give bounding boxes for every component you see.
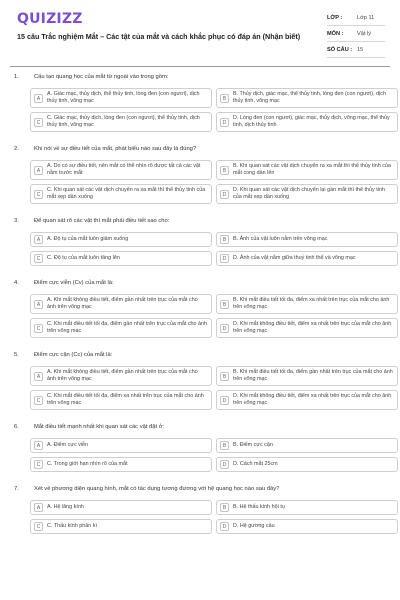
answer-option-d[interactable]	[216, 457, 398, 472]
question-number: 7.	[14, 486, 19, 492]
question-block	[0, 486, 400, 538]
meta-count-label: SỐ CÂU :	[327, 46, 353, 53]
answer-option-a[interactable]	[30, 294, 212, 314]
option-text: A. Do có sự điều tiết, nên mắt có thể nhìn rõ được tất cả các vật nằm trước mắt	[47, 163, 201, 176]
answer-option-b[interactable]	[216, 232, 398, 247]
option-text: B. Khi quan sát các vật dịch chuyển ra xa mắt thì thể thủy tinh của mắt cong dần lên	[233, 163, 391, 176]
answer-options	[0, 500, 400, 538]
question-block	[0, 280, 400, 342]
question-block	[0, 218, 400, 270]
question-header	[0, 74, 400, 88]
answer-option-c[interactable]	[30, 184, 212, 204]
answer-options	[0, 438, 400, 476]
question-block	[0, 352, 400, 414]
answer-option-c[interactable]	[30, 519, 212, 534]
option-letter-badge: B	[220, 235, 229, 244]
question-header	[0, 486, 400, 500]
option-letter-badge: B	[220, 166, 229, 175]
question-header	[0, 352, 400, 366]
answer-option-b[interactable]	[216, 88, 398, 108]
question-list	[0, 74, 400, 538]
option-letter-badge: A	[34, 503, 43, 512]
option-text: D. Khi mắt không điều tiết, điểm xa nhất trên trục của mắt cho ảnh trên võng mạc	[233, 321, 392, 334]
answer-option-d[interactable]	[216, 519, 398, 534]
answer-options	[0, 232, 400, 270]
question-text: Cấu tạo quang học của mắt từ ngoài vào trong gồm:	[34, 74, 169, 80]
answer-option-b[interactable]	[216, 160, 398, 180]
question-number: 1.	[14, 74, 19, 80]
meta-class-label: LỚP :	[327, 14, 343, 21]
answer-options	[0, 160, 400, 208]
meta-count-row	[327, 42, 385, 58]
option-text: D. Cách mắt 25cm	[233, 461, 278, 467]
question-block	[0, 146, 400, 208]
answer-option-d[interactable]	[216, 318, 398, 338]
question-block	[0, 424, 400, 476]
option-text: A. Độ tụ của mắt luôn giảm xuống	[47, 236, 129, 242]
option-letter-badge: A	[34, 300, 43, 309]
answer-option-b[interactable]	[216, 294, 398, 314]
option-letter-badge: B	[220, 503, 229, 512]
answer-option-a[interactable]	[30, 438, 212, 453]
option-text: D. Khi mắt không điều tiết, điểm xa nhất trên trục của mắt cho ảnh trên võng mạc	[233, 393, 392, 406]
option-text: A. Hệ lăng kính	[47, 504, 84, 510]
question-text: Điểm cực viễn (Cv) của mắt là:	[34, 280, 114, 286]
answer-options	[0, 366, 400, 414]
question-text: Mắt điều tiết mạnh nhất khi quan sát các vật đặt ở:	[34, 424, 165, 430]
question-text: Khi nói về sự điều tiết của mắt, phát biểu nào sau đây là đúng?	[34, 146, 197, 152]
option-text: B. Khi mắt điều tiết tối đa, điểm gần nhất trên trục của mắt cho ảnh trên võng mạc	[233, 369, 393, 382]
option-letter-badge: A	[34, 166, 43, 175]
option-text: A. Khi mắt không điều tiết, điểm gần nhất trên trục của mắt cho ảnh trên võng mạc	[47, 369, 198, 382]
option-letter-badge: D	[220, 324, 229, 333]
header-divider	[10, 66, 390, 67]
answer-option-b[interactable]	[216, 500, 398, 515]
meta-box	[327, 10, 385, 58]
option-letter-badge: A	[34, 441, 43, 450]
answer-options	[0, 294, 400, 342]
option-text: C. Độ tụ của mắt luôn tăng lên	[47, 255, 120, 261]
question-text: Để quan sát rõ các vật thì mắt phải điều tiết sao cho:	[34, 218, 170, 224]
option-letter-badge: C	[34, 254, 43, 263]
option-text: B. Điểm cực cận	[233, 442, 273, 448]
answer-option-d[interactable]	[216, 251, 398, 266]
answer-option-a[interactable]	[30, 500, 212, 515]
answer-option-d[interactable]	[216, 112, 398, 132]
answer-option-d[interactable]	[216, 184, 398, 204]
option-text: A. Giác mạc, thủy dịch, thể thủy tinh, lòng đen (con ngươi), dịch thủy tinh, võng mạc	[47, 91, 200, 104]
answer-option-c[interactable]	[30, 457, 212, 472]
option-text: D. Khi quan sát các vật dịch chuyển lại gần mắt thì thể thủy tinh của mắt xẹp dần xuống	[233, 187, 385, 200]
option-text: A. Điểm cực viễn	[47, 442, 89, 448]
meta-class-value: Lớp 11	[357, 14, 375, 21]
option-text: D. Ảnh của vật nằm giữa thuỷ tinh thể và võng mạc	[233, 255, 356, 261]
option-letter-badge: D	[220, 190, 229, 199]
option-letter-badge: C	[34, 396, 43, 405]
option-letter-badge: A	[34, 235, 43, 244]
answer-option-a[interactable]	[30, 88, 212, 108]
option-text: B. Hệ thấu kính hội tụ	[233, 504, 285, 510]
option-letter-badge: C	[34, 522, 43, 531]
question-header	[0, 424, 400, 438]
option-letter-badge: A	[34, 372, 43, 381]
option-letter-badge: C	[34, 460, 43, 469]
question-number: 4.	[14, 280, 19, 286]
option-letter-badge: D	[220, 522, 229, 531]
option-text: B. Thủy dịch, giác mạc, thể thủy tinh, lòng đen (con ngươi), dịch thủy tinh, võng mạc	[233, 91, 386, 104]
question-number: 2.	[14, 146, 19, 152]
answer-option-c[interactable]	[30, 318, 212, 338]
question-header	[0, 146, 400, 160]
answer-option-c[interactable]	[30, 251, 212, 266]
answer-option-c[interactable]	[30, 390, 212, 410]
question-text: Điểm cực cận (Cc) của mắt là:	[34, 352, 113, 358]
meta-subject-label: MÔN :	[327, 30, 344, 37]
option-letter-badge: B	[220, 300, 229, 309]
option-text: C. Khi quan sát các vật dịch chuyển ra xa mắt thì thể thủy tinh của mắt xẹp dần xuống	[47, 187, 206, 200]
option-letter-badge: B	[220, 441, 229, 450]
option-letter-badge: D	[220, 396, 229, 405]
option-letter-badge: C	[34, 118, 43, 127]
option-text: B. Ảnh của vật luôn nằm trên võng mạc	[233, 236, 328, 242]
answer-option-a[interactable]	[30, 366, 212, 386]
meta-subject-row	[327, 26, 385, 42]
question-number: 5.	[14, 352, 19, 358]
question-text: Xét về phương diện quang hình, mắt có tác dụng tương đương với hệ quang học nào sau đây?	[34, 486, 280, 492]
page-header	[0, 0, 400, 62]
option-letter-badge: D	[220, 254, 229, 263]
option-text: C. Khi mắt điều tiết tối đa, điểm xa nhất trên trục của mắt cho ảnh trên võng mạc	[47, 393, 204, 406]
option-letter-badge: B	[220, 94, 229, 103]
answer-option-d[interactable]	[216, 390, 398, 410]
option-letter-badge: A	[34, 94, 43, 103]
question-number: 3.	[14, 218, 19, 224]
quizizz-logo: QUIZIZZ	[17, 11, 83, 27]
option-text: C. Khi mắt điều tiết tối đa, điểm gần nhất trên trục của mắt cho ảnh trên võng mạc	[47, 321, 208, 334]
answer-option-a[interactable]	[30, 232, 212, 247]
option-letter-badge: D	[220, 460, 229, 469]
meta-count-value: 15	[357, 46, 364, 53]
meta-subject-value: Vật lý	[357, 30, 371, 37]
question-number: 6.	[14, 424, 19, 430]
option-text: C. Giác mạc, thủy dịch, lòng đen (con ngươi), thể thủy tinh, dịch thủy tinh, võng mạc	[47, 115, 200, 128]
answer-option-b[interactable]	[216, 438, 398, 453]
option-text: B. Khi mắt điều tiết tối đa, điểm xa nhất trên trục của mắt cho ảnh trên võng mạc	[233, 297, 390, 310]
option-letter-badge: D	[220, 118, 229, 127]
answer-option-a[interactable]	[30, 160, 212, 180]
option-text: D. Hệ gương cầu	[233, 523, 275, 529]
option-letter-badge: B	[220, 372, 229, 381]
option-letter-badge: C	[34, 324, 43, 333]
option-text: A. Khi mắt không điều tiết, điểm gần nhất trên trục của mắt cho ảnh trên võng mạc	[47, 297, 198, 310]
answer-options	[0, 88, 400, 136]
question-block	[0, 74, 400, 136]
option-text: C. Thấu kính phân kì	[47, 523, 97, 529]
option-text: D. Lòng đen (con ngươi), giác mạc, thủy dịch, võng mạc, thể thủy tinh, dịch thủy tinh	[233, 115, 390, 128]
option-text: C. Trong giới hạn nhìn rõ của mắt	[47, 461, 128, 467]
option-letter-badge: C	[34, 190, 43, 199]
answer-option-b[interactable]	[216, 366, 398, 386]
question-header	[0, 280, 400, 294]
question-header	[0, 218, 400, 232]
meta-class-row	[327, 10, 385, 26]
answer-option-c[interactable]	[30, 112, 212, 132]
page-title: 15 câu Trắc nghiệm Mắt – Các tật của mắt và cách khắc phục có đáp án (Nhận biết)	[17, 32, 301, 41]
